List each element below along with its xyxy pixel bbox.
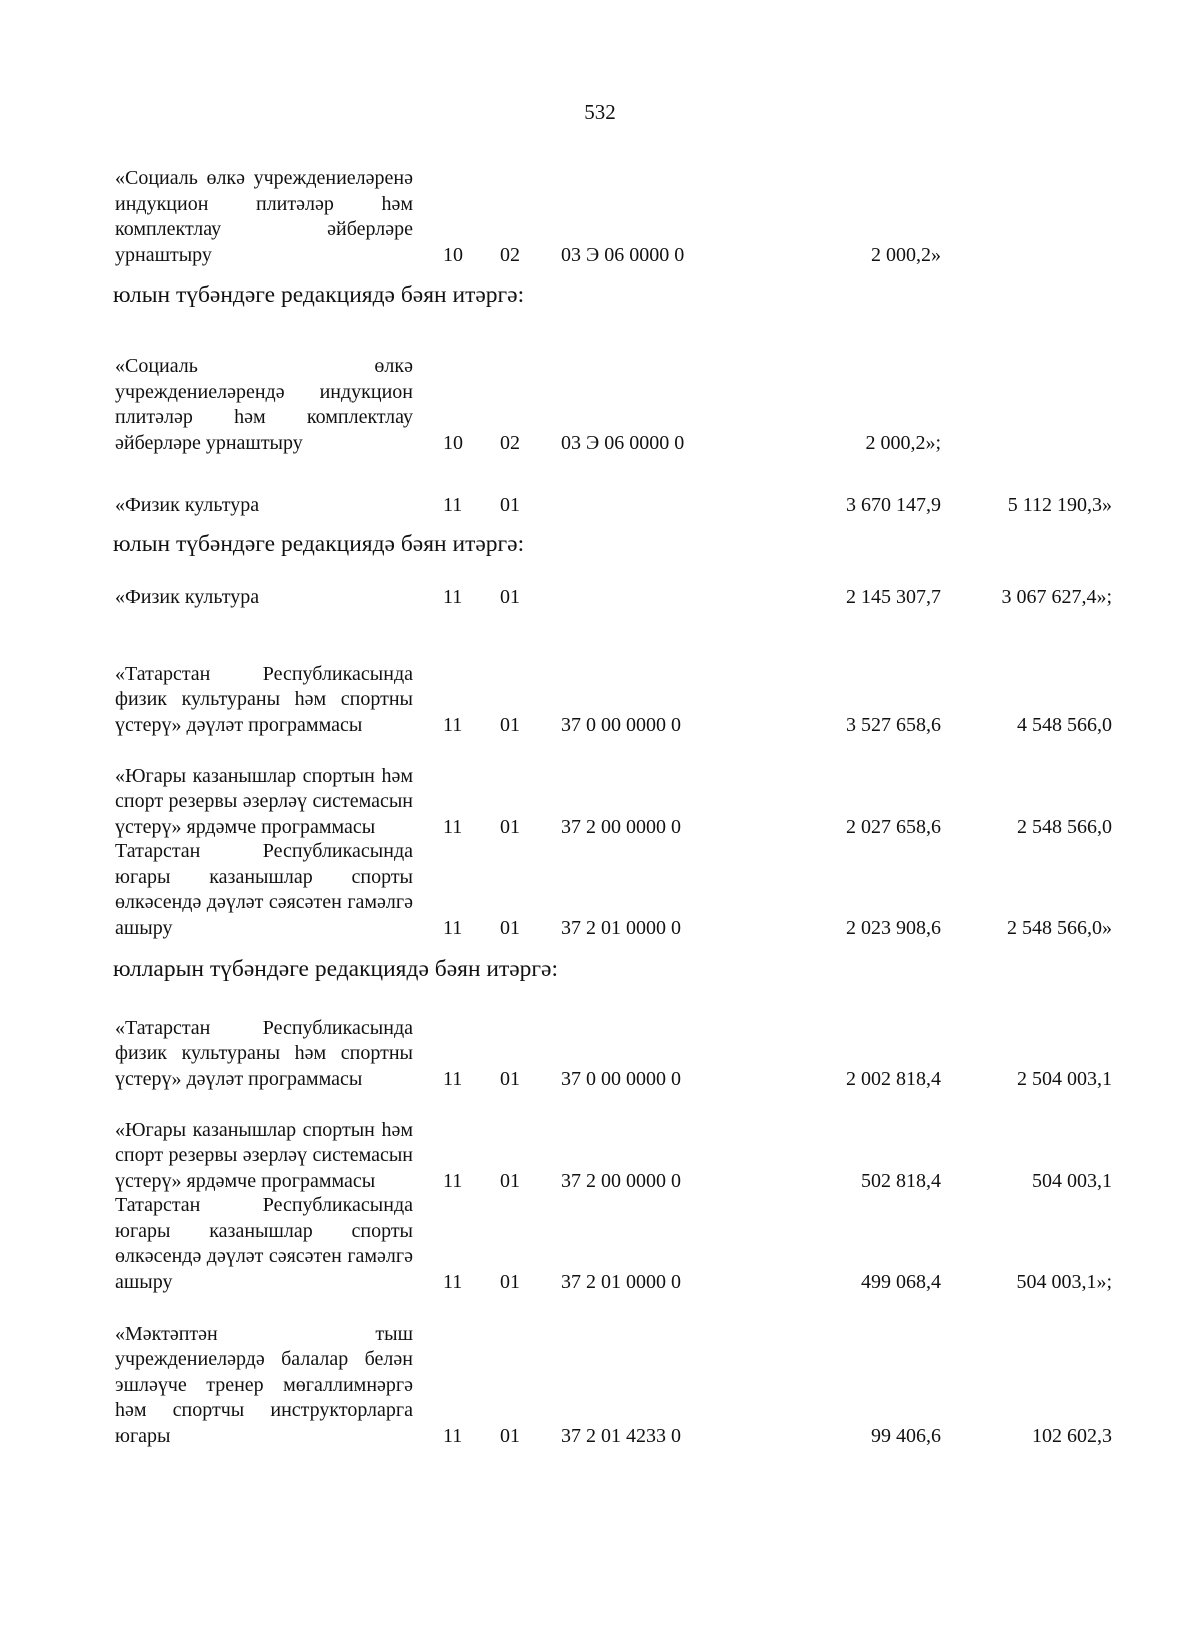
- row-description: «Югары казанышлар спортын һәм спорт резервы әзерләү системасын үстерү» ярдәмче программасы: [115, 1118, 413, 1192]
- row-description: «Физик культура: [115, 493, 260, 516]
- section-code: 11: [443, 493, 463, 516]
- target-article-code: 37 2 00 0000 0: [561, 815, 681, 838]
- table-row: [0, 1194, 1200, 1295]
- amount-year-1: 3 670 147,9: [846, 493, 941, 516]
- row-description: «Мәктәптән тыш учреждениеләрдә балалар белән эшләүче тренер мөгаллимнәргә һәм спортчы инструкторларга югары: [115, 1322, 413, 1447]
- amount-year-1: 2 027 658,6: [846, 815, 941, 838]
- section-code: 11: [443, 1270, 463, 1293]
- edit-instruction: юлын түбәндәге редакциядә бәян итәргә:: [113, 282, 525, 308]
- amount-year-2: 5 112 190,3»: [1007, 493, 1112, 516]
- subsection-code: 02: [500, 243, 520, 266]
- subsection-code: 01: [500, 713, 520, 736]
- row-description: «Социаль өлкә учреждениеләренә индукцион плитәләр һәм комплектлау әйберләре урнаштыру: [115, 167, 413, 266]
- amount-year-2: 3 067 627,4»;: [1001, 585, 1112, 608]
- table-row: [0, 493, 1200, 518]
- row-description: «Социаль өлкә учреждениеләрендә индукцион плитәләр һәм комплектлау әйберләре урнаштыру: [115, 355, 413, 454]
- edit-instruction: юлын түбәндәге редакциядә бәян итәргә:: [113, 531, 525, 557]
- section-code: 11: [443, 1169, 463, 1192]
- table-row: [0, 585, 1200, 610]
- section-code: 11: [443, 916, 463, 939]
- subsection-code: 01: [500, 493, 520, 516]
- table-row: [0, 662, 1200, 738]
- row-description: «Татарстан Республикасында физик культураны һәм спортны үстерү» дәүләт программасы: [115, 1016, 413, 1090]
- amount-year-1: 2 145 307,7: [846, 585, 941, 608]
- table-row: [0, 1016, 1200, 1092]
- subsection-code: 01: [500, 585, 520, 608]
- subsection-code: 01: [500, 1270, 520, 1293]
- target-article-code: 37 0 00 0000 0: [561, 1067, 681, 1090]
- section-code: 11: [443, 1424, 463, 1447]
- amount-year-1: 499 068,4: [861, 1270, 941, 1293]
- row-description: Татарстан Республикасында югары казанышлар спорты өлкәсендә дәүләт сәясәтен гамәлгә ашыру: [115, 840, 413, 939]
- target-article-code: 37 2 01 0000 0: [561, 916, 681, 939]
- subsection-code: 01: [500, 1169, 520, 1192]
- amount-year-2: 4 548 566,0: [1017, 713, 1112, 736]
- table-row: [0, 355, 1200, 456]
- amount-year-2: 504 003,1: [1032, 1169, 1112, 1192]
- subsection-code: 01: [500, 815, 520, 838]
- amount-year-2: 504 003,1»;: [1016, 1270, 1112, 1293]
- subsection-code: 01: [500, 1067, 520, 1090]
- subsection-code: 01: [500, 1424, 520, 1447]
- target-article-code: 37 2 00 0000 0: [561, 1169, 681, 1192]
- amount-year-2: 102 602,3: [1032, 1424, 1112, 1447]
- section-code: 11: [443, 713, 463, 736]
- edit-instruction: юлларын түбәндәге редакциядә бәян итәргә:: [113, 956, 559, 982]
- subsection-code: 02: [500, 431, 520, 454]
- row-description: «Югары казанышлар спортын һәм спорт резервы әзерләү системасын үстерү» ярдәмче программасы: [115, 764, 413, 838]
- section-code: 11: [443, 815, 463, 838]
- amount-year-1: 3 527 658,6: [846, 713, 941, 736]
- table-row: [0, 167, 1200, 268]
- amount-year-2: 2 548 566,0»: [1007, 916, 1112, 939]
- amount-year-1: 502 818,4: [861, 1169, 941, 1192]
- target-article-code: 03 Э 06 0000 0: [561, 243, 685, 266]
- amount-year-2: 2 504 003,1: [1017, 1067, 1112, 1090]
- row-description: Татарстан Республикасында югары казанышлар спорты өлкәсендә дәүләт сәясәтен гамәлгә ашыру: [115, 1194, 413, 1293]
- target-article-code: 03 Э 06 0000 0: [561, 431, 685, 454]
- section-code: 10: [443, 431, 463, 454]
- amount-year-2: 2 548 566,0: [1017, 815, 1112, 838]
- section-code: 11: [443, 585, 463, 608]
- target-article-code: 37 2 01 0000 0: [561, 1270, 681, 1293]
- section-code: 10: [443, 243, 463, 266]
- subsection-code: 01: [500, 916, 520, 939]
- page-number: 532: [584, 100, 616, 124]
- amount-year-1: 99 406,6: [871, 1424, 941, 1447]
- target-article-code: 37 2 01 4233 0: [561, 1424, 681, 1447]
- row-description: «Татарстан Республикасында физик культураны һәм спортны үстерү» дәүләт программасы: [115, 662, 413, 736]
- amount-year-1: 2 000,2»: [871, 243, 941, 266]
- table-row: [0, 840, 1200, 941]
- amount-year-1: 2 023 908,6: [846, 916, 941, 939]
- table-row: [0, 1322, 1200, 1449]
- amount-year-1: 2 000,2»;: [865, 431, 941, 454]
- target-article-code: 37 0 00 0000 0: [561, 713, 681, 736]
- section-code: 11: [443, 1067, 463, 1090]
- row-description: «Физик культура: [115, 585, 260, 608]
- amount-year-1: 2 002 818,4: [846, 1067, 941, 1090]
